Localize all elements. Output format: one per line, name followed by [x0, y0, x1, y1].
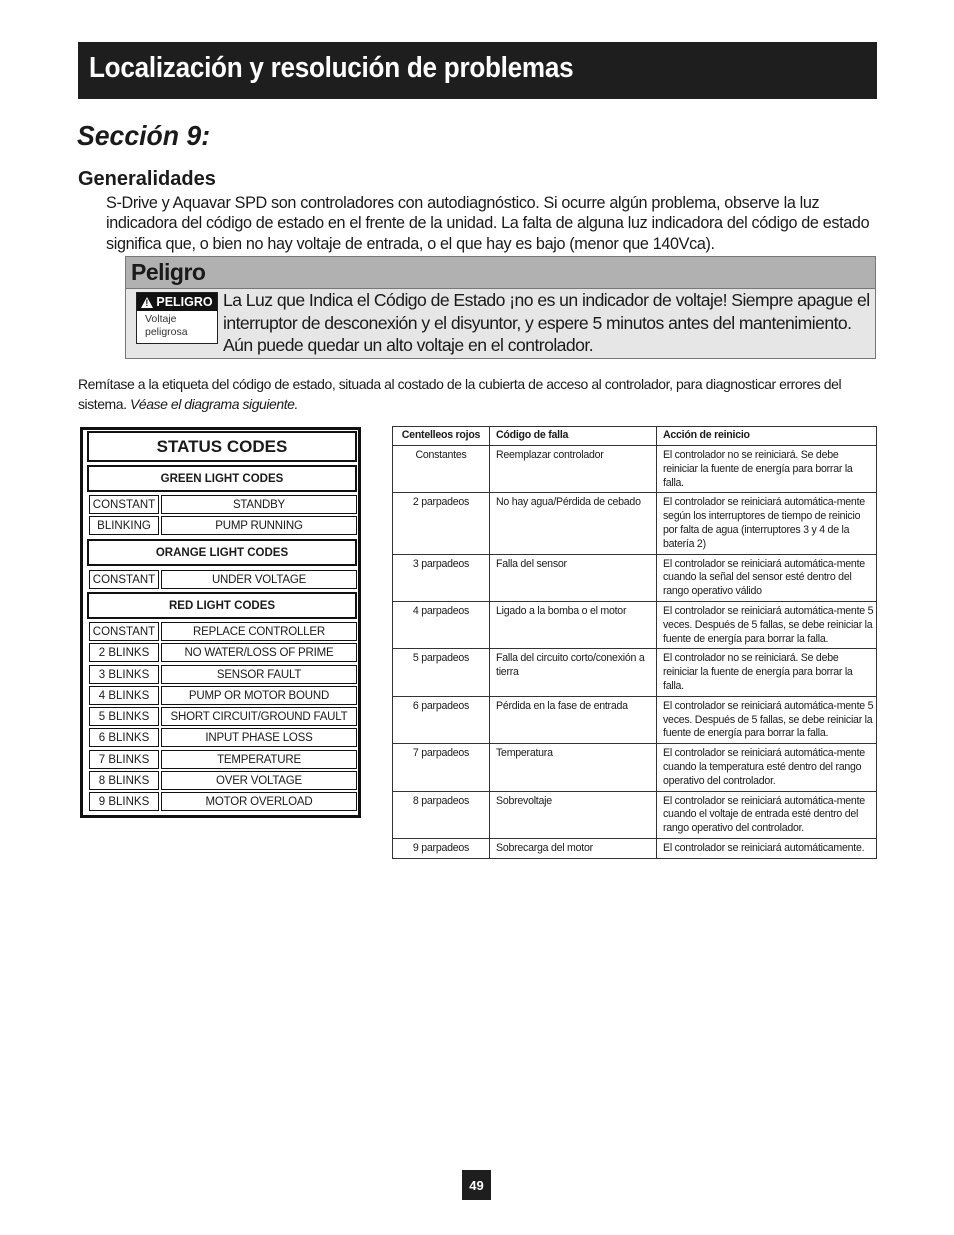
- cell-blinks: 4 parpadeos: [393, 601, 490, 648]
- table-row: [393, 791, 877, 838]
- header-red-blinks: Centelleos rojos: [393, 427, 490, 446]
- cell-fault: Pérdida en la fase de entrada: [490, 696, 657, 743]
- title-banner: [78, 42, 877, 99]
- status-meaning: REPLACE CONTROLLER: [161, 622, 357, 641]
- subheading: Generalidades: [78, 168, 216, 190]
- danger-box: [125, 256, 876, 359]
- status-meaning: NO WATER/LOSS OF PRIME: [161, 643, 357, 662]
- table-row: [393, 838, 877, 858]
- status-row: [89, 622, 357, 641]
- table-row: [393, 744, 877, 791]
- cell-fault: Sobrecarga del motor: [490, 838, 657, 858]
- red-codes-heading: RED LIGHT CODES: [87, 592, 357, 619]
- danger-text: La Luz que Indica el Código de Estado ¡no es un indicador de voltaje! Siempre apague el interruptor de desconexión y el disyuntor, y espere 5 minutos antes del mantenimiento. Aún puede quedar un alto voltaje en el controlador.: [223, 290, 870, 355]
- danger-label-line-2: peligrosa: [145, 326, 188, 338]
- cell-blinks: 5 parpadeos: [393, 649, 490, 696]
- cell-action: El controlador no se reiniciará. Se debe reiniciar la fuente de energía para borrar la falla.: [657, 446, 877, 493]
- status-meaning: UNDER VOLTAGE: [161, 570, 357, 589]
- refer-italic: Véase el diagrama siguiente.: [129, 396, 298, 412]
- danger-badge: [137, 293, 217, 311]
- page-number: 49: [462, 1170, 491, 1200]
- cell-blinks: 2 parpadeos: [393, 493, 490, 554]
- status-state: 6 BLINKS: [89, 728, 159, 747]
- status-state: 4 BLINKS: [89, 686, 159, 705]
- status-row: [89, 643, 357, 662]
- status-meaning: PUMP OR MOTOR BOUND: [161, 686, 357, 705]
- cell-action: El controlador se reiniciará automática-mente 5 veces. Después de 5 fallas, se debe reiniciar la fuente de energía para borrar la falla.: [657, 601, 877, 648]
- danger-label-line-1: Voltaje: [145, 313, 177, 325]
- cell-blinks: 8 parpadeos: [393, 791, 490, 838]
- status-state: 3 BLINKS: [89, 665, 159, 684]
- status-row: [89, 516, 357, 535]
- status-meaning: SENSOR FAULT: [161, 665, 357, 684]
- table-row: [393, 601, 877, 648]
- intro-paragraph: S-Drive y Aquavar SPD son controladores con autodiagnóstico. Si ocurre algún problema, observe la luz indicadora del código de estado en el frente de la unidad. La falta de alguna luz indicadora del código de estado significa que, o bien no hay voltaje de entrada, o el que hay es bajo (menor que 140Vca).: [106, 194, 870, 253]
- cell-action: El controlador se reiniciará automática-mente según los interruptores de tiempo de reinicio por falta de agua (interruptores 3 y 4 de la batería 2): [657, 493, 877, 554]
- status-state: 8 BLINKS: [89, 771, 159, 790]
- header-reset-action: Acción de reinicio: [657, 427, 877, 446]
- cell-action: El controlador se reiniciará automática-mente cuando la temperatura esté dentro del rango operativo del controlador.: [657, 744, 877, 791]
- refer-text: Remítase a la etiqueta del código de estado, situada al costado de la cubierta de acceso al controlador, para diagnosticar errores del sistema.: [78, 376, 842, 412]
- cell-blinks: 7 parpadeos: [393, 744, 490, 791]
- cell-action: El controlador se reiniciará automática-mente cuando el voltaje de entrada esté dentro del rango operativo del controlador.: [657, 791, 877, 838]
- status-row: [89, 495, 357, 514]
- cell-fault: Temperatura: [490, 744, 657, 791]
- warning-triangle-icon: [141, 297, 153, 308]
- cell-fault: Falla del circuito corto/conexión a tierra: [490, 649, 657, 696]
- status-row: [89, 686, 357, 705]
- status-row: [89, 792, 357, 811]
- cell-blinks: Constantes: [393, 446, 490, 493]
- cell-fault: No hay agua/Pérdida de cebado: [490, 493, 657, 554]
- danger-label-text: [137, 311, 217, 339]
- status-meaning: SHORT CIRCUIT/GROUND FAULT: [161, 707, 357, 726]
- table-row: [393, 554, 877, 601]
- status-meaning: PUMP RUNNING: [161, 516, 357, 535]
- table-row: [393, 493, 877, 554]
- section-title: Sección 9:: [77, 120, 211, 151]
- status-row: [89, 570, 357, 589]
- status-codes-label: [80, 427, 361, 818]
- status-meaning: OVER VOLTAGE: [161, 771, 357, 790]
- status-state: CONSTANT: [89, 622, 159, 641]
- table-row: [393, 446, 877, 493]
- status-state: CONSTANT: [89, 570, 159, 589]
- danger-label: [136, 292, 218, 344]
- cell-blinks: 6 parpadeos: [393, 696, 490, 743]
- status-row: [89, 771, 357, 790]
- cell-fault: Reemplazar controlador: [490, 446, 657, 493]
- table-row: [393, 696, 877, 743]
- fault-table-header: [393, 427, 877, 446]
- status-state: 2 BLINKS: [89, 643, 159, 662]
- status-row: [89, 728, 357, 747]
- danger-badge-text: PELIGRO: [156, 295, 213, 309]
- cell-fault: Ligado a la bomba o el motor: [490, 601, 657, 648]
- status-state: 9 BLINKS: [89, 792, 159, 811]
- cell-action: El controlador se reiniciará automática-mente cuando la señal del sensor esté dentro del rango operativo válido: [657, 554, 877, 601]
- page-title: Localización y resolución de problemas: [89, 52, 574, 84]
- cell-action: El controlador se reiniciará automáticamente.: [657, 838, 877, 858]
- status-state: 7 BLINKS: [89, 750, 159, 769]
- danger-heading: Peligro: [131, 259, 206, 285]
- status-meaning: INPUT PHASE LOSS: [161, 728, 357, 747]
- table-row: [393, 649, 877, 696]
- status-codes-title: STATUS CODES: [87, 431, 357, 462]
- cell-action: El controlador se reiniciará automática-mente 5 veces. Después de 5 fallas, se debe reiniciar la fuente de energía para borrar la falla.: [657, 696, 877, 743]
- cell-action: El controlador no se reiniciará. Se debe reiniciar la fuente de energía para borrar la falla.: [657, 649, 877, 696]
- status-meaning: TEMPERATURE: [161, 750, 357, 769]
- cell-blinks: 9 parpadeos: [393, 838, 490, 858]
- status-row: [89, 750, 357, 769]
- status-state: BLINKING: [89, 516, 159, 535]
- green-codes-heading: GREEN LIGHT CODES: [87, 465, 357, 492]
- status-state: 5 BLINKS: [89, 707, 159, 726]
- cell-fault: Sobrevoltaje: [490, 791, 657, 838]
- status-meaning: MOTOR OVERLOAD: [161, 792, 357, 811]
- header-fault-code: Código de falla: [490, 427, 657, 446]
- orange-codes-heading: ORANGE LIGHT CODES: [87, 539, 357, 566]
- cell-fault: Falla del sensor: [490, 554, 657, 601]
- status-row: [89, 665, 357, 684]
- status-state: CONSTANT: [89, 495, 159, 514]
- status-meaning: STANDBY: [161, 495, 357, 514]
- danger-header: [126, 257, 875, 289]
- refer-paragraph: [78, 374, 868, 414]
- cell-blinks: 3 parpadeos: [393, 554, 490, 601]
- fault-table: [392, 426, 877, 859]
- status-row: [89, 707, 357, 726]
